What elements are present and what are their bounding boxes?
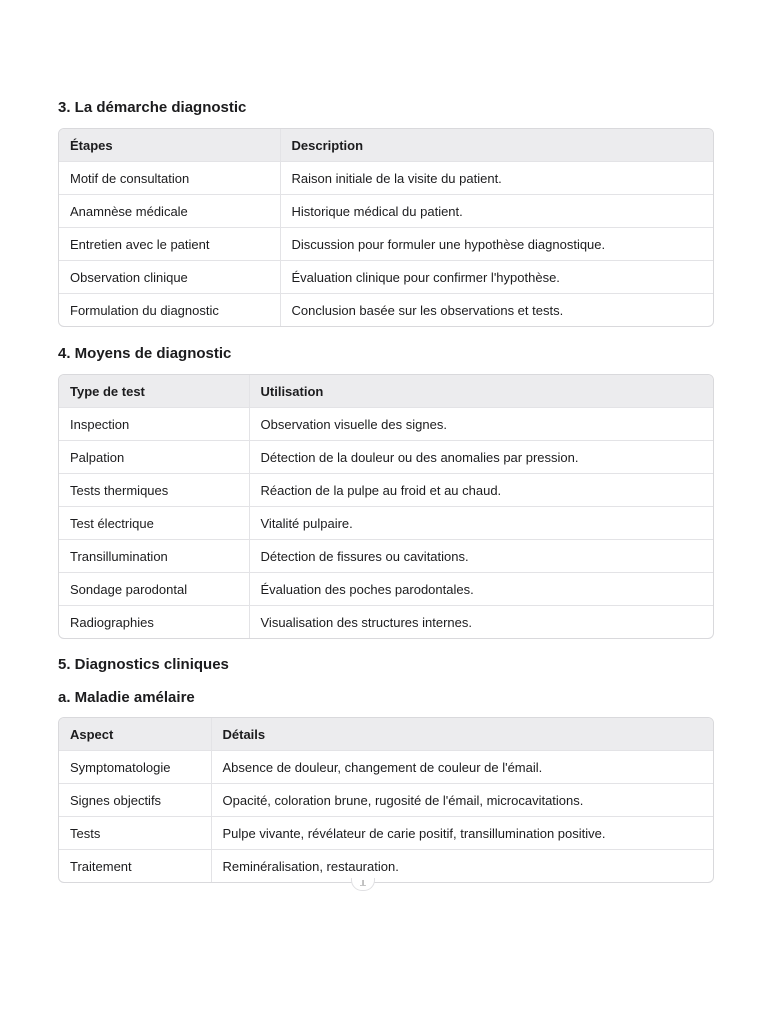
cell-step: Anamnèse médicale xyxy=(59,195,280,228)
table-row xyxy=(59,540,713,573)
cell-step: Motif de consultation xyxy=(59,162,280,195)
cell-aspect: Signes objectifs xyxy=(59,784,211,817)
table-row xyxy=(59,606,713,639)
cell-usage: Vitalité pulpaire. xyxy=(249,507,713,540)
table-row xyxy=(59,228,713,261)
steps-table xyxy=(58,128,714,327)
table-row xyxy=(59,784,713,817)
section-5a-subtitle: a. Maladie amélaire xyxy=(58,689,195,706)
table-row xyxy=(59,294,713,327)
table-row xyxy=(59,751,713,784)
table-row xyxy=(59,507,713,540)
cell-usage: Observation visuelle des signes. xyxy=(249,408,713,441)
cell-details: Reminéralisation, restauration. xyxy=(222,858,399,874)
cell-test-type: Inspection xyxy=(59,408,249,441)
section-4-title: 4. Moyens de diagnostic xyxy=(58,345,232,362)
table-row xyxy=(59,162,713,195)
cell-details: Absence de douleur, changement de couleur de l'émail. xyxy=(211,751,713,784)
table-row xyxy=(59,408,713,441)
column-header: Étapes xyxy=(59,129,280,162)
table-row xyxy=(59,441,713,474)
cell-description: Raison initiale de la visite du patient. xyxy=(280,162,713,195)
table-row xyxy=(59,474,713,507)
cell-usage: Visualisation des structures internes. xyxy=(260,614,472,630)
table-row xyxy=(59,261,713,294)
column-header: Description xyxy=(280,129,713,162)
cell-test-type: Sondage parodontal xyxy=(59,573,249,606)
cell-usage: Évaluation des poches parodontales. xyxy=(249,573,713,606)
page-marker: .l. xyxy=(351,878,375,891)
cell-usage: Réaction de la pulpe au froid et au chaud. xyxy=(249,474,713,507)
table-header-row xyxy=(59,129,713,162)
column-header: Type de test xyxy=(59,375,249,408)
cell-details: Pulpe vivante, révélateur de carie positif, transillumination positive. xyxy=(211,817,713,850)
table-row xyxy=(59,573,713,606)
column-header: Utilisation xyxy=(249,375,713,408)
cell-test-type: Radiographies xyxy=(59,606,249,639)
section-3-title: 3. La démarche diagnostic xyxy=(58,99,247,116)
cell-test-type: Palpation xyxy=(59,441,249,474)
cell-aspect: Symptomatologie xyxy=(59,751,211,784)
cell-details: Opacité, coloration brune, rugosité de l'émail, microcavitations. xyxy=(211,784,713,817)
cell-description: Discussion pour formuler une hypothèse diagnostique. xyxy=(280,228,713,261)
cell-description: Historique médical du patient. xyxy=(280,195,713,228)
cell-test-type: Transillumination xyxy=(59,540,249,573)
cell-aspect: Traitement xyxy=(59,850,211,883)
enamel-disease-table xyxy=(58,717,714,883)
cell-step: Observation clinique xyxy=(59,261,280,294)
diagnostic-means-table xyxy=(58,374,714,639)
cell-usage: Détection de fissures ou cavitations. xyxy=(249,540,713,573)
cell-step: Entretien avec le patient xyxy=(59,228,280,261)
cell-description: Évaluation clinique pour confirmer l'hypothèse. xyxy=(280,261,713,294)
cell-usage: Détection de la douleur ou des anomalies par pression. xyxy=(249,441,713,474)
table-header-row xyxy=(59,718,713,751)
table-row xyxy=(59,850,713,883)
cell-description: Conclusion basée sur les observations et tests. xyxy=(291,302,564,318)
table-row xyxy=(59,817,713,850)
cell-test-type: Tests thermiques xyxy=(59,474,249,507)
column-header: Aspect xyxy=(59,718,211,751)
cell-step: Formulation du diagnostic xyxy=(59,294,280,327)
table-row xyxy=(59,195,713,228)
section-5-title: 5. Diagnostics cliniques xyxy=(58,656,229,673)
cell-test-type: Test électrique xyxy=(59,507,249,540)
column-header: Détails xyxy=(211,718,713,751)
cell-aspect: Tests xyxy=(59,817,211,850)
table-header-row xyxy=(59,375,713,408)
